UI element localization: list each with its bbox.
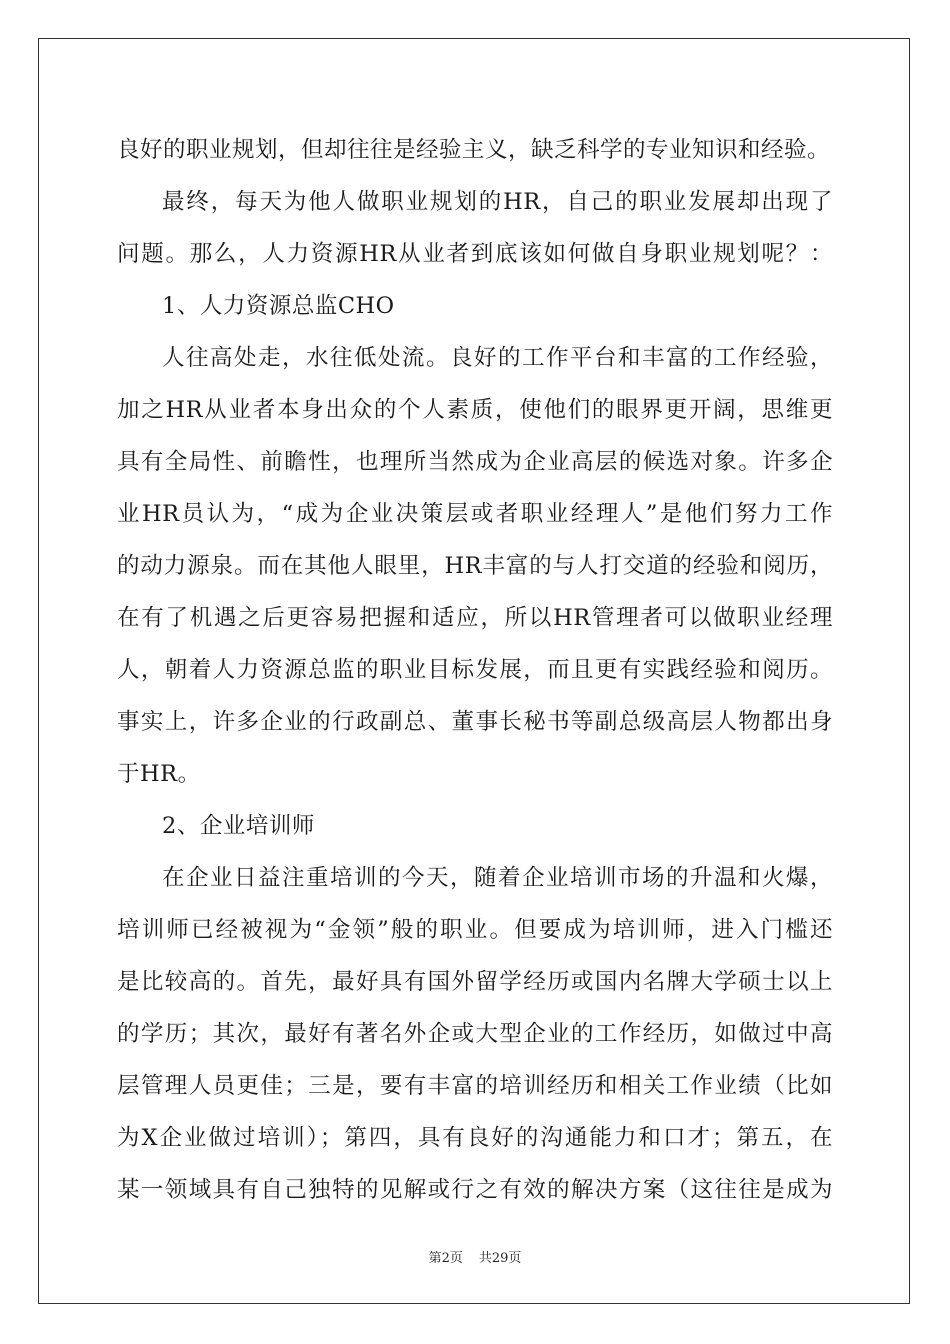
paragraph-line: 层管理人员更佳；三是，要有丰富的培训经历和相关工作业绩（比如 bbox=[117, 1073, 833, 1099]
page-footer bbox=[0, 1247, 950, 1266]
page-total: 共29页 bbox=[478, 1251, 522, 1266]
paragraph-line: 人往高处走，水往低处流。良好的工作平台和丰富的工作经验， bbox=[162, 345, 833, 371]
paragraph-line: 在有了机遇之后更容易把握和适应，所以HR管理者可以做职业经理 bbox=[117, 605, 833, 631]
paragraph-line: 某一领域具有自己独特的见解或行之有效的解决方案（这往往是成为 bbox=[117, 1177, 833, 1203]
paragraph-line: 在企业日益注重培训的今天，随着企业培训市场的升温和火爆， bbox=[162, 865, 833, 891]
page-number: 第2页 bbox=[428, 1251, 463, 1266]
paragraph-line: 加之HR从业者本身出众的个人素质，使他们的眼界更开阔，思维更 bbox=[117, 397, 833, 423]
paragraph-line: 是比较高的。首先，最好具有国外留学经历或国内名牌大学硕士以上 bbox=[117, 969, 833, 995]
document-body bbox=[117, 124, 833, 1216]
paragraph-line: 良好的职业规划，但却往往是经验主义，缺乏科学的专业知识和经验。 bbox=[117, 137, 831, 163]
paragraph-line: 具有全局性、前瞻性，也理所当然成为企业高层的候选对象。许多企 bbox=[117, 449, 833, 475]
paragraph-line: 为X企业做过培训）；第四，具有良好的沟通能力和口才；第五，在 bbox=[117, 1125, 833, 1151]
section-heading: 1、人力资源总监CHO bbox=[162, 293, 395, 319]
paragraph-line: 人，朝着人力资源总监的职业目标发展，而且更有实践经验和阅历。 bbox=[117, 657, 833, 683]
paragraph-line: 于HR。 bbox=[117, 761, 201, 787]
paragraph-line: 问题。那么，人力资源HR从业者到底该如何做自身职业规划呢？： bbox=[117, 241, 833, 267]
paragraph-line: 事实上，许多企业的行政副总、董事长秘书等副总级高层人物都出身 bbox=[117, 709, 833, 735]
paragraph-line: 的学历；其次，最好有著名外企或大型企业的工作经历，如做过中高 bbox=[117, 1021, 833, 1047]
paragraph-line: 最终，每天为他人做职业规划的HR，自己的职业发展却出现了 bbox=[162, 189, 833, 215]
section-heading: 2、企业培训师 bbox=[162, 813, 315, 839]
paragraph-line: 培训师已经被视为“金领”般的职业。但要成为培训师，进入门槛还 bbox=[117, 917, 833, 943]
paragraph-line: 业HR员认为，“成为企业决策层或者职业经理人”是他们努力工作 bbox=[117, 501, 833, 527]
paragraph-line: 的动力源泉。而在其他人眼里，HR丰富的与人打交道的经验和阅历， bbox=[117, 553, 833, 579]
